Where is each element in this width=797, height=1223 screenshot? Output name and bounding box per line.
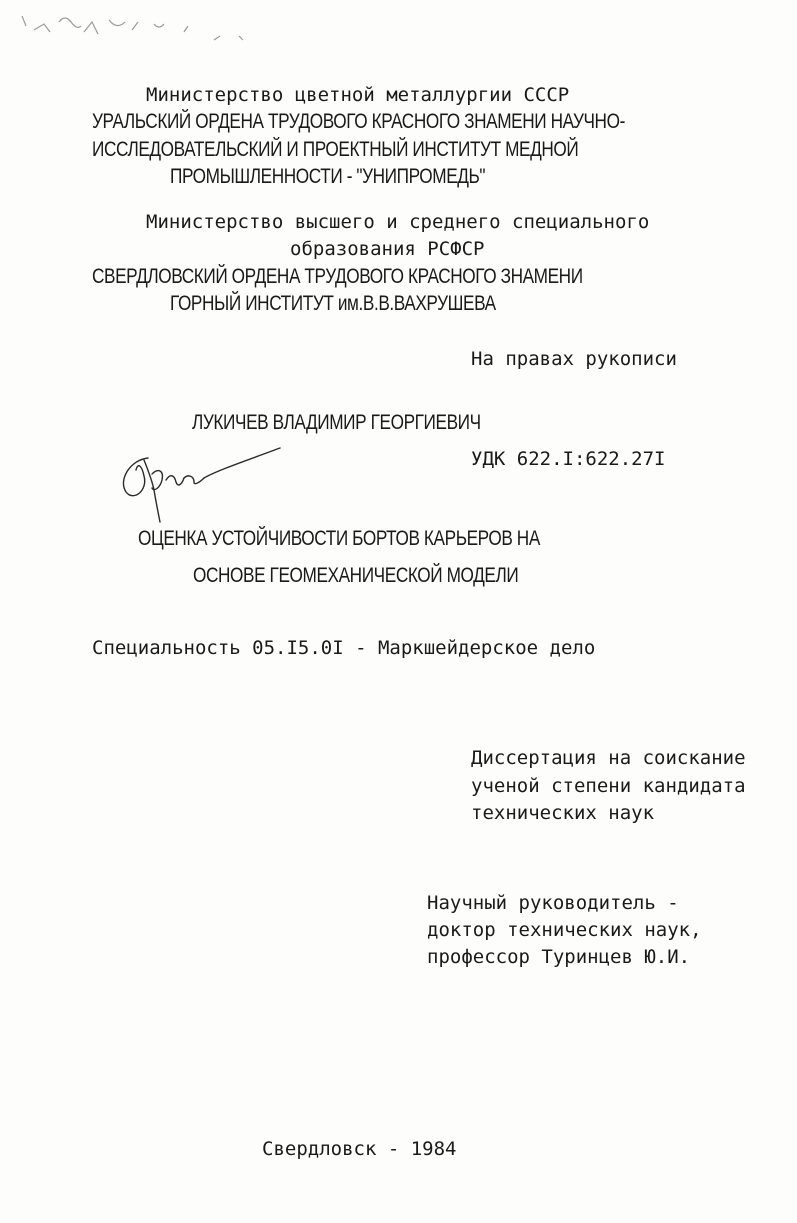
supervisor-line2: доктор технических наук, xyxy=(427,919,702,941)
mining-institute-line2: ГОРНЫЙ ИНСТИТУТ им.В.В.ВАХРУШЕВА xyxy=(170,292,496,315)
ministry-metallurgy: Министерство цветной металлургии СССР xyxy=(146,84,570,106)
mining-institute-line1: СВЕРДЛОВСКИЙ ОРДЕНА ТРУДОВОГО КРАСНОГО ЗНАМЕНИ xyxy=(92,265,583,288)
dissertation-title-line1: ОЦЕНКА УСТОЙЧИВОСТИ БОРТОВ КАРЬЕРОВ НА xyxy=(138,527,540,550)
dissertation-purpose-line3: технических наук xyxy=(471,802,655,824)
scan-noise-marks xyxy=(14,10,254,60)
ministry-education: Министерство высшего и среднего специального xyxy=(146,211,650,233)
dissertation-title-line2: ОСНОВЕ ГЕОМЕХАНИЧЕСКОЙ МОДЕЛИ xyxy=(193,564,519,587)
manuscript-rights-note: На правах рукописи xyxy=(471,348,677,370)
supervisor-line1: Научный руководитель - xyxy=(427,892,679,914)
dissertation-purpose-line1: Диссертация на соискание xyxy=(471,747,746,769)
city-year-footer: Свердловск - 1984 xyxy=(262,1138,457,1160)
dissertation-purpose-line2: ученой степени кандидата xyxy=(471,775,746,797)
specialty-line: Специальность 05.I5.0I - Маркшейдерское дело xyxy=(92,637,596,659)
author-name: ЛУКИЧЕВ ВЛАДИМИР ГЕОРГИЕВИЧ xyxy=(192,411,481,434)
supervisor-line3: профессор Туринцев Ю.И. xyxy=(427,946,691,968)
udc-code: УДК 622.I:622.27I xyxy=(471,448,666,470)
institute-name-line1: УРАЛЬСКИЙ ОРДЕНА ТРУДОВОГО КРАСНОГО ЗНАМЕНИ НАУЧНО- xyxy=(92,110,625,133)
ministry-education-rsfsr: образования РСФСР xyxy=(290,238,485,260)
author-signature xyxy=(108,440,288,530)
institute-name-line3: ПРОМЫШЛЕННОСТИ - "УНИПРОМЕДЬ" xyxy=(170,165,486,188)
institute-name-line2: ИССЛЕДОВАТЕЛЬСКИЙ И ПРОЕКТНЫЙ ИНСТИТУТ МЕДНОЙ xyxy=(92,138,579,161)
